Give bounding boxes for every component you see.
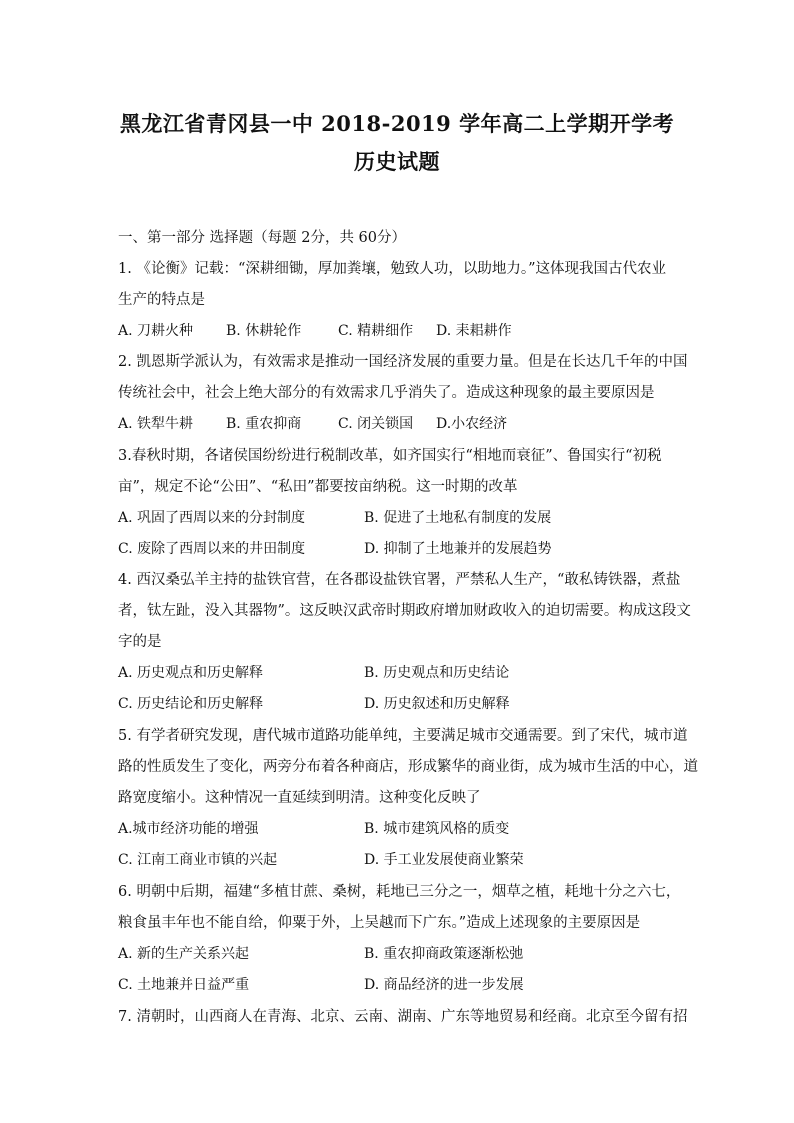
question-6-option-a: A. 新的生产关系兴起 [118, 946, 250, 962]
question-3-line-1: 3.春秋时期，各诸侯国纷纷进行税制改革，如齐国实行“相地而衰征”、鲁国实行“初税 [118, 448, 662, 464]
exam-title: 黑龙江省青冈县一中 2018-2019 学年高二上学期开学考 [119, 111, 675, 136]
question-5-line-1: 5. 有学者研究发现，唐代城市道路功能单纯，主要满足城市交通需要。到了宋代，城市道 [118, 728, 688, 744]
question-2-option-c: C. 闭关锁国 [338, 416, 414, 432]
question-2-option-a: A. 铁犁牛耕 [118, 416, 194, 432]
question-6-options-row-1 [118, 944, 678, 964]
question-3-line-2: 亩”，规定不论“公田”、“私田”都要按亩纳税。这一时期的改革 [118, 479, 518, 495]
question-5-line-2: 路的性质发生了变化，两旁分布着各种商店，形成繁华的商业街，成为城市生活的中心，道 [118, 759, 698, 775]
question-4-option-a: A. 历史观点和历史解释 [118, 665, 264, 681]
question-5-option-d: D. 手工业发展使商业繁荣 [364, 852, 524, 868]
question-4-options-row-2 [118, 694, 678, 714]
question-3-option-c: C. 废除了西周以来的井田制度 [118, 541, 306, 557]
question-5-line-3: 路宽度缩小。这种情况一直延续到明清。这种变化反映了 [118, 790, 481, 806]
question-4-line-2: 者，钛左趾，没入其器物”。这反映汉武帝时期政府增加财政收入的迫切需要。构成这段文 [118, 603, 691, 619]
question-1-option-b: B. 休耕轮作 [226, 323, 302, 339]
question-1-line-2: 生产的特点是 [118, 292, 205, 308]
question-7-line-1: 7. 清朝时，山西商人在青海、北京、云南、湖南、广东等地贸易和经商。北京至今留有招 [118, 1009, 688, 1025]
question-6-option-c: C. 土地兼并日益严重 [118, 977, 250, 993]
question-6-line-2: 粮食虽丰年也不能自给，仰粟于外，上吴越而下广东。”造成上述现象的主要原因是 [118, 915, 641, 931]
question-1-options [118, 321, 678, 341]
question-4-option-b: B. 历史观点和历史结论 [364, 665, 510, 681]
question-3-options-row-1 [118, 508, 678, 528]
exam-subtitle: 历史试题 [354, 149, 440, 174]
question-5-option-c: C. 江南工商业市镇的兴起 [118, 852, 278, 868]
question-1-line-1: 1. 《论衡》记载：“深耕细锄，厚加粪壤，勉致人功，以助地力。”这体现我国古代农业 [118, 261, 667, 277]
question-3-options-row-2 [118, 539, 678, 559]
question-6-line-1: 6. 明朝中后期，福建“多植甘蔗、桑树，耗地已三分之一，烟草之植，耗地十分之六七， [118, 884, 681, 900]
question-2-options [118, 414, 678, 434]
question-5-options-row-1 [118, 819, 678, 839]
question-1-option-d: D. 耒耜耕作 [436, 323, 512, 339]
question-4-options-row-1 [118, 663, 678, 683]
question-2-line-1: 2. 凯恩斯学派认为，有效需求是推动一国经济发展的重要力量。但是在长达几千年的中国 [118, 354, 688, 370]
question-6-options-row-2 [118, 975, 678, 995]
section-heading: 一、第一部分 选择题（每题 2分，共 60分） [118, 230, 407, 246]
question-2-line-2: 传统社会中，社会上绝大部分的有效需求几乎消失了。造成这种现象的最主要原因是 [118, 385, 655, 401]
question-5-option-b: B. 城市建筑风格的质变 [364, 821, 510, 837]
question-2-option-b: B. 重农抑商 [226, 416, 302, 432]
question-1-option-c: C. 精耕细作 [338, 323, 414, 339]
question-4-option-d: D. 历史叙述和历史解释 [364, 696, 510, 712]
question-4-line-3: 字的是 [118, 634, 162, 650]
question-6-option-d: D. 商品经济的进一步发展 [364, 977, 524, 993]
question-3-option-d: D. 抑制了土地兼并的发展趋势 [364, 541, 552, 557]
question-4-line-1: 4. 西汉桑弘羊主持的盐铁官营，在各郡设盐铁官署，严禁私人生产，“敢私铸铁器，煮盐 [118, 572, 681, 588]
question-3-option-a: A. 巩固了西周以来的分封制度 [118, 510, 306, 526]
question-1-option-a: A. 刀耕火种 [118, 323, 194, 339]
question-4-option-c: C. 历史结论和历史解释 [118, 696, 264, 712]
question-6-option-b: B. 重农抑商政策逐渐松弛 [364, 946, 524, 962]
question-2-option-d: D.小农经济 [436, 416, 508, 432]
question-5-options-row-2 [118, 850, 678, 870]
question-3-option-b: B. 促进了土地私有制度的发展 [364, 510, 552, 526]
question-5-option-a: A.城市经济功能的增强 [118, 821, 259, 837]
